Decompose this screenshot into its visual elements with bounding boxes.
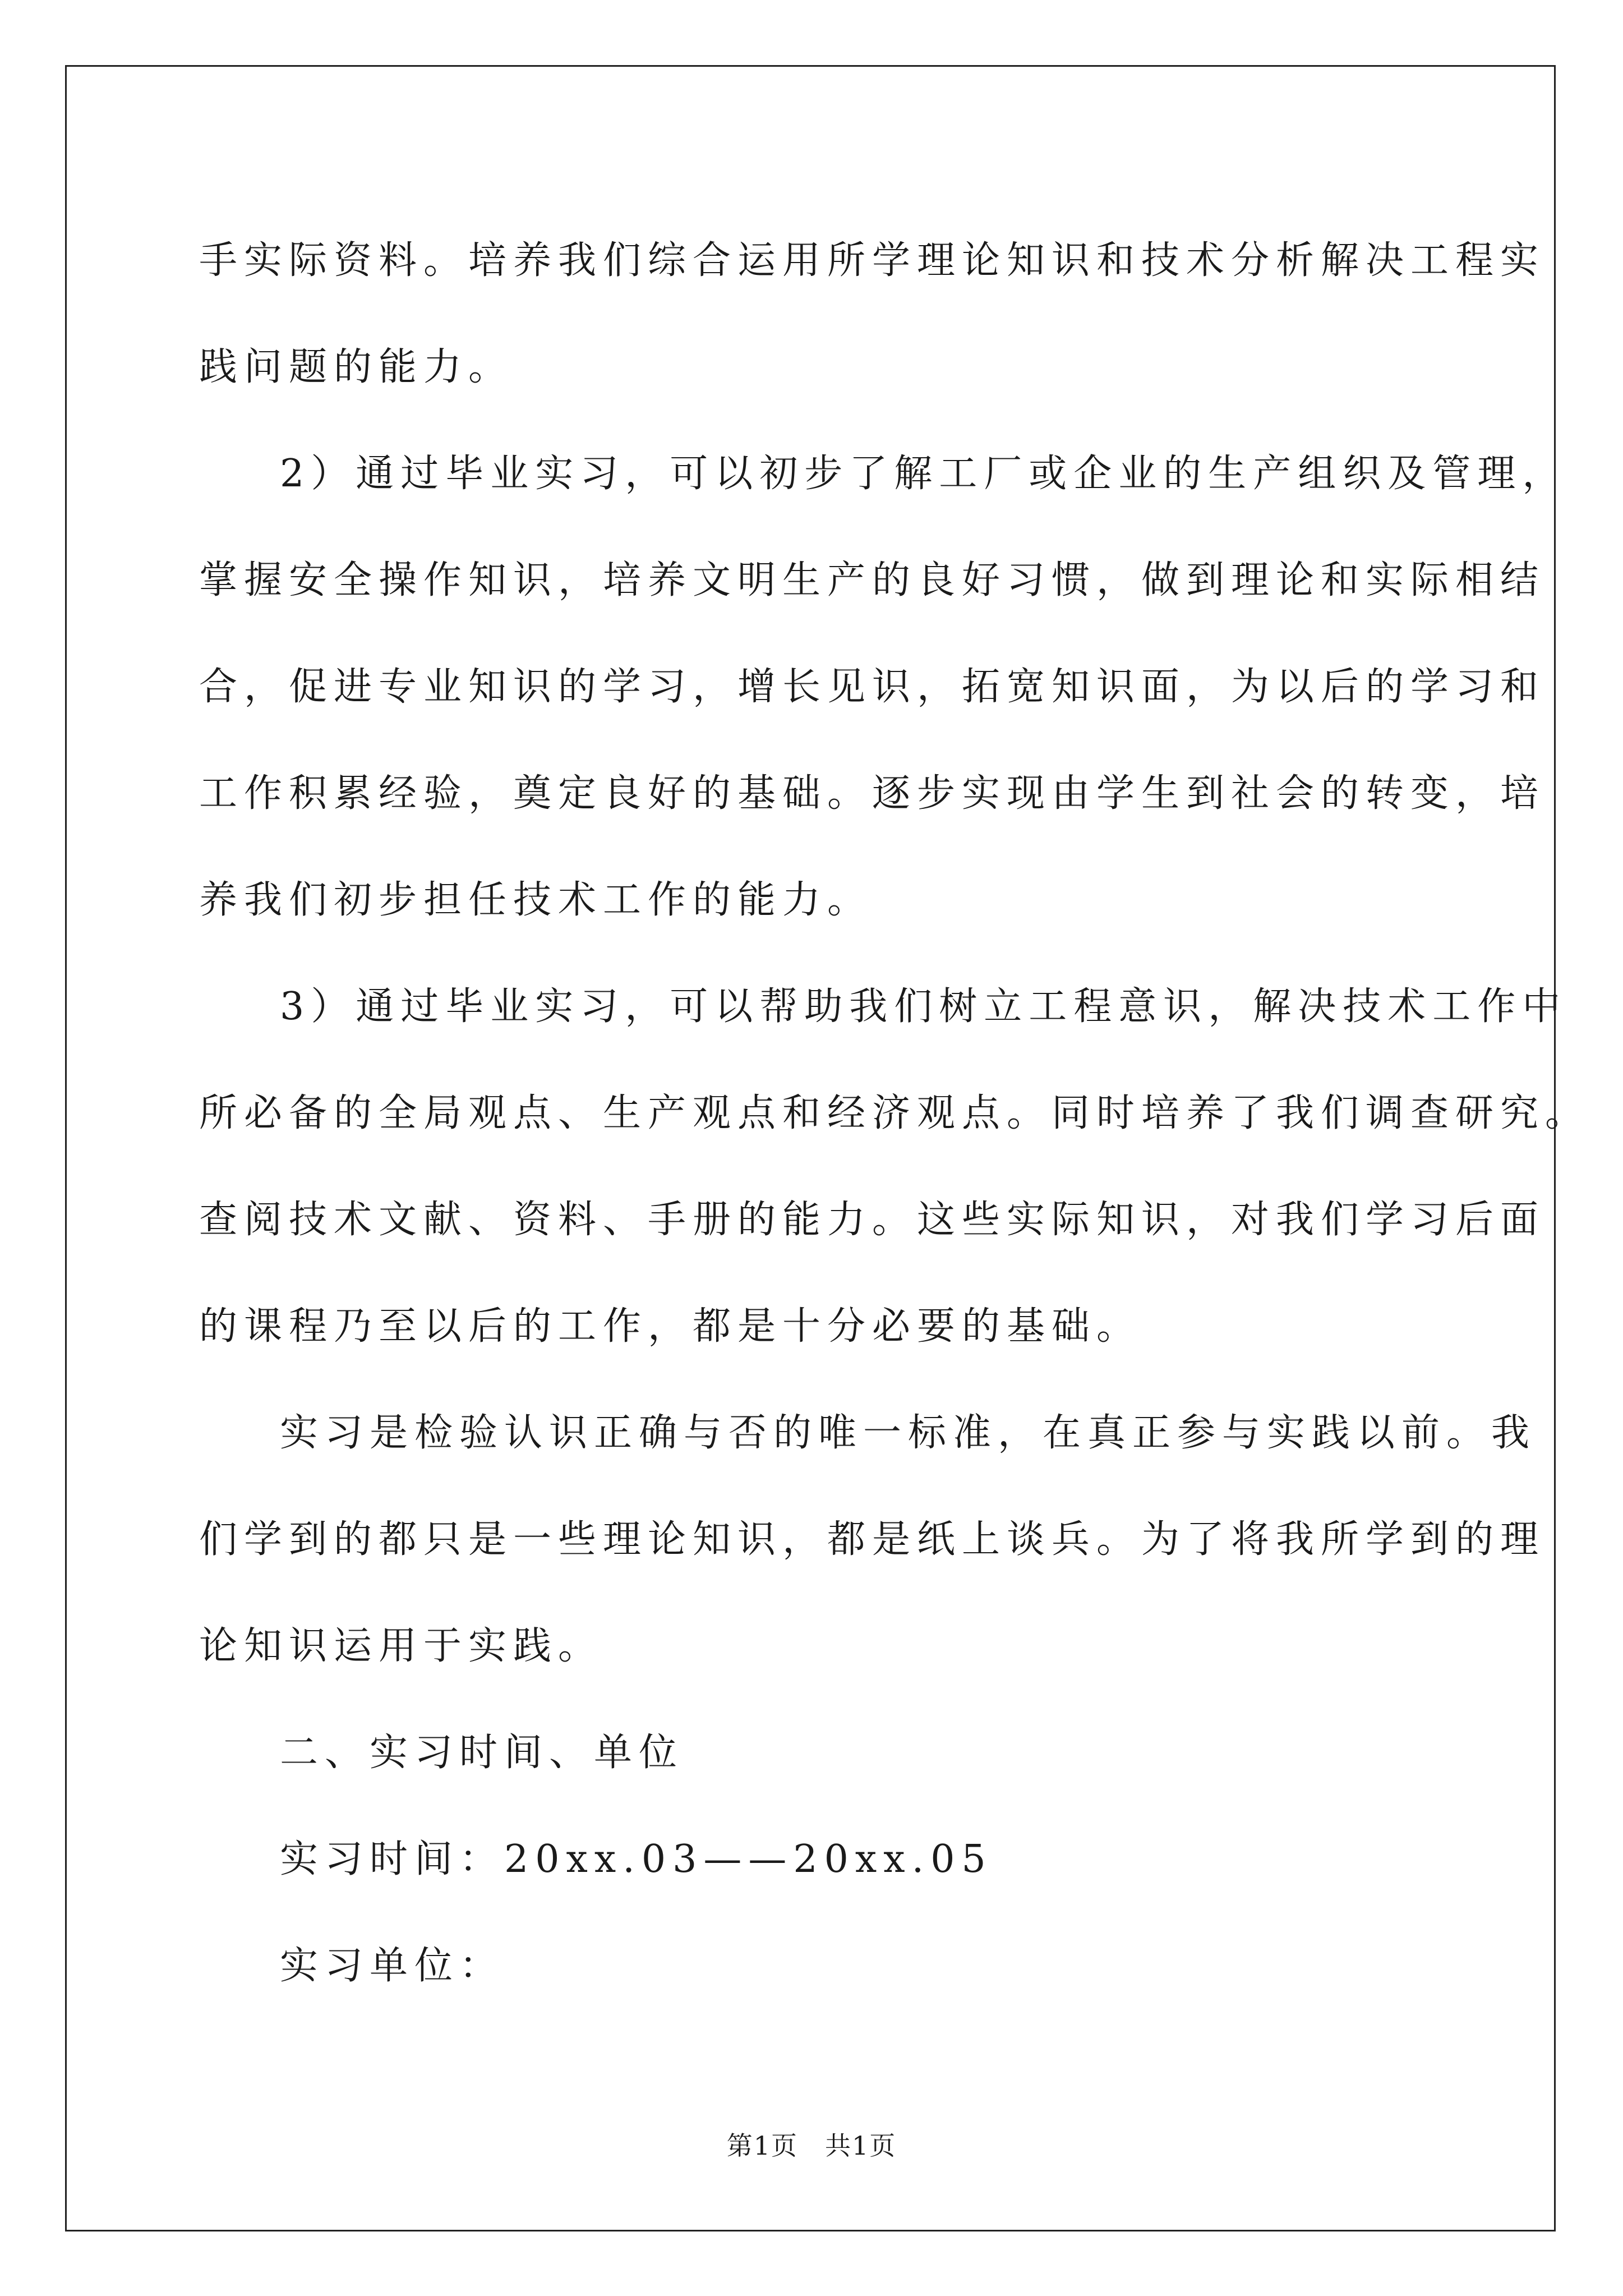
text-line: 实习是检验认识正确与否的唯一标准，在真正参与实践以前。我 bbox=[280, 1411, 1537, 1455]
text-line: 3）通过毕业实习，可以帮助我们树立工程意识，解决技术工作中 bbox=[280, 984, 1567, 1029]
text-line: 查阅技术文献、资料、手册的能力。这些实际知识，对我们学习后面 bbox=[199, 1198, 1546, 1242]
text-line: 的课程乃至以后的工作，都是十分必要的基础。 bbox=[199, 1304, 1142, 1349]
text-line: 养我们初步担任技术工作的能力。 bbox=[199, 878, 873, 922]
text-line: 论知识运用于实践。 bbox=[199, 1624, 603, 1668]
text-line: 们学到的都只是一些理论知识，都是纸上谈兵。为了将我所学到的理 bbox=[199, 1517, 1546, 1562]
text-line: 2）通过毕业实习，可以初步了解工厂或企业的生产组织及管理， bbox=[280, 452, 1567, 496]
section-heading: 二、实习时间、单位 bbox=[280, 1731, 684, 1775]
text-line: 手实际资料。培养我们综合运用所学理论知识和技术分析解决工程实 bbox=[199, 238, 1546, 283]
page-number: 第1页 共1页 bbox=[726, 2131, 897, 2161]
text-line: 所必备的全局观点、生产观点和经济观点。同时培养了我们调查研究。 bbox=[199, 1091, 1590, 1135]
text-line: 合，促进专业知识的学习，增长见识，拓宽知识面，为以后的学习和 bbox=[199, 665, 1546, 709]
text-line: 掌握安全操作知识，培养文明生产的良好习惯，做到理论和实际相结 bbox=[199, 558, 1546, 602]
text-line: 践问题的能力。 bbox=[199, 345, 514, 389]
document-body bbox=[199, 208, 1590, 2019]
text-line: 工作积累经验，奠定良好的基础。逐步实现由学生到社会的转变，培 bbox=[199, 771, 1546, 816]
internship-period: 实习时间：20xx.03——20xx.05 bbox=[280, 1837, 993, 1881]
internship-unit: 实习单位： bbox=[280, 1944, 505, 1988]
